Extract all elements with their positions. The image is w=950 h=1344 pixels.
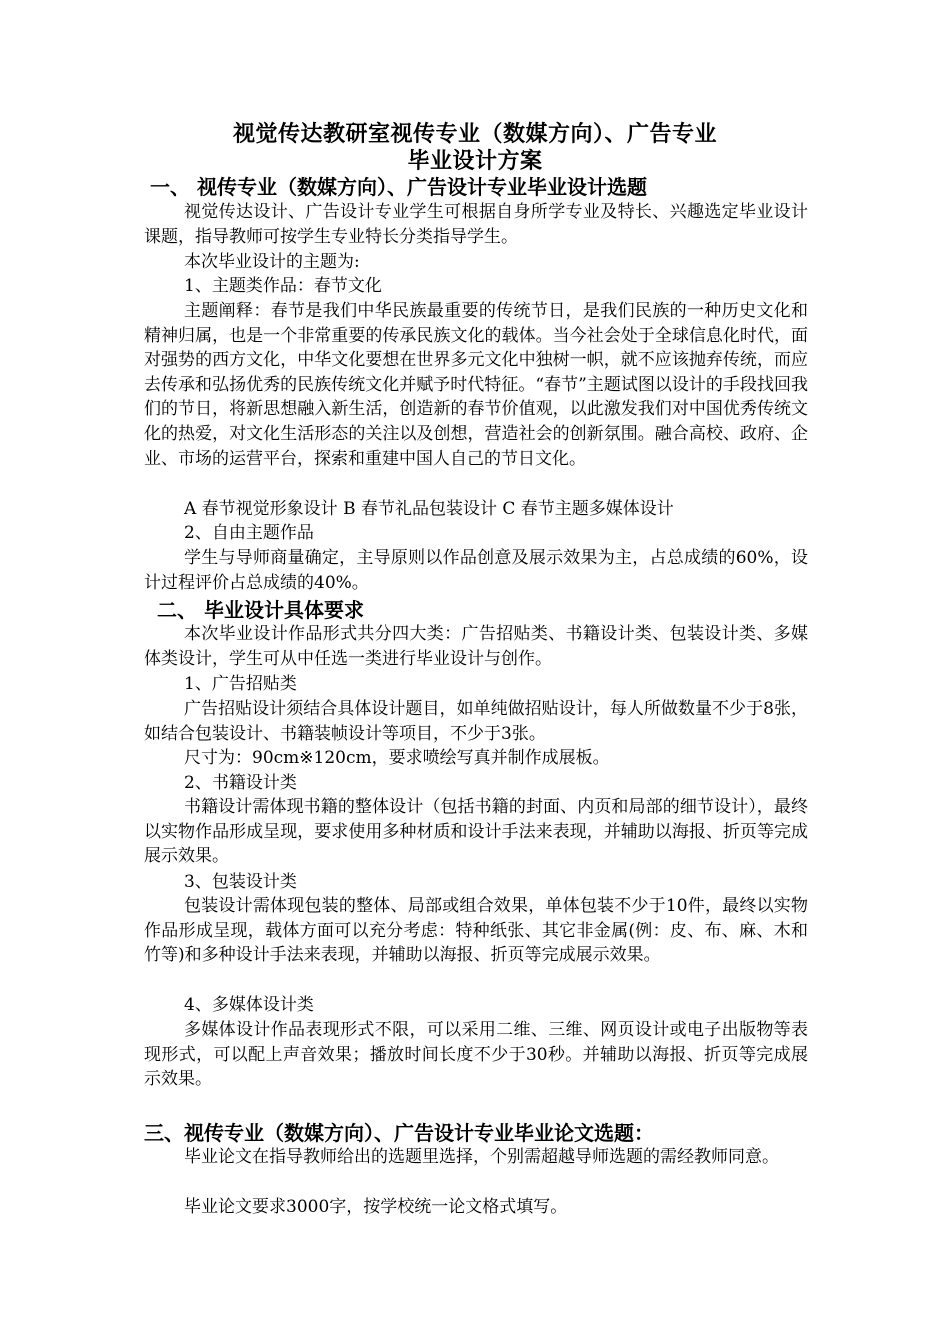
section-2-category-1-size: 尺寸为：90cm※120cm，要求喷绘写真并制作成展板。	[184, 748, 610, 768]
section-2-intro: 本次毕业设计作品形式共分四大类：广告招贴类、书籍设计类、包装设计类、多媒体类设计，学生可从中任选一类进行毕业设计与创作。	[144, 624, 808, 669]
section-2-category-3-text: 包装设计需体现包装的整体、局部或组合效果，单体包装不少于10件，最终以实物作品形成呈现，载体方面可以充分考虑：特种纸张、其它非金属(例：皮、布、麻、木和竹等)和多种设计手法来表现，并辅助以海报、折页等完成展示效果。	[144, 896, 808, 966]
section-1-item-2: 2、自由主题作品	[184, 523, 314, 543]
section-3-paragraph-2: 毕业论文要求3000字，按学校统一论文格式填写。	[184, 1197, 568, 1217]
document-title-line1: 视觉传达教研室视传专业（数媒方向）、广告专业	[232, 121, 717, 147]
section-1-theme-explanation: 主题阐释：春节是我们中华民族最重要的传统节日，是我们民族的一种历史文化和精神归属，也是一个非常重要的传承民族文化的载体。当今社会处于全球信息化时代，面对强势的西方文化，中华文化要想在世界多元文化中独树一帜，就不应该抛弃传统，而应去传承和弘扬优秀的民族传统文化并赋予时代特征。“春节”主题试图以设计的手段找回我们的节日，将新思想融入新生活，创造新的春节价值观，以此激发我们对中国优秀传统文化的热爱，对文化生活形态的关注以及创想，营造社会的创新氛围。融合高校、政府、企业、市场的运营平台，探索和重建中国人自己的节日文化。	[144, 301, 808, 469]
section-1-theme-intro: 本次毕业设计的主题为:	[184, 252, 360, 272]
section-1-grading: 学生与导师商量确定，主导原则以作品创意及展示效果为主，占总成绩的60%，设计过程评价占总成绩的40%。	[144, 548, 808, 593]
section-2-category-3: 3、包装设计类	[184, 872, 297, 892]
section-1-item-1: 1、主题类作品：春节文化	[184, 276, 382, 296]
section-3-paragraph-1: 毕业论文在指导教师给出的选题里选择，个别需超越导师选题的需经教师同意。	[184, 1147, 779, 1167]
section-1-heading: 一、 视传专业（数媒方向）、广告设计专业毕业设计选题	[150, 175, 647, 199]
section-2-category-2-text: 书籍设计需体现书籍的整体设计（包括书籍的封面、内页和局部的细节设计），最终以实物作品形成呈现，要求使用多种材质和设计手法来表现，并辅助以海报、折页等完成展示效果。	[144, 797, 808, 867]
section-2-heading: 二、 毕业设计具体要求	[157, 598, 364, 622]
section-3-heading: 三、视传专业（数媒方向）、广告设计专业毕业论文选题：	[144, 1121, 654, 1145]
section-2-category-1-text: 广告招贴设计须结合具体设计题目，如单纯做招贴设计，每人所做数量不少于8张，如结合包装设计、书籍装帧设计等项目，不少于3张。	[144, 699, 808, 744]
document-title-line2: 毕业设计方案	[407, 148, 543, 174]
section-2-category-4: 4、多媒体设计类	[184, 995, 314, 1015]
section-2-category-2: 2、书籍设计类	[184, 773, 297, 793]
section-2-category-4-text: 多媒体设计作品表现形式不限，可以采用二维、三维、网页设计或电子出版物等表现形式，可以配上声音效果；播放时间长度不少于30秒。并辅助以海报、折页等完成展示效果。	[144, 1020, 808, 1090]
section-1-paragraph-intro: 视觉传达设计、广告设计专业学生可根据自身所学专业及特长、兴趣选定毕业设计课题，指导教师可按学生专业特长分类指导学生。	[144, 202, 808, 247]
section-2-category-1: 1、广告招贴类	[184, 674, 297, 694]
section-1-options: A 春节视觉形象设计 B 春节礼品包装设计 C 春节主题多媒体设计	[184, 499, 674, 519]
